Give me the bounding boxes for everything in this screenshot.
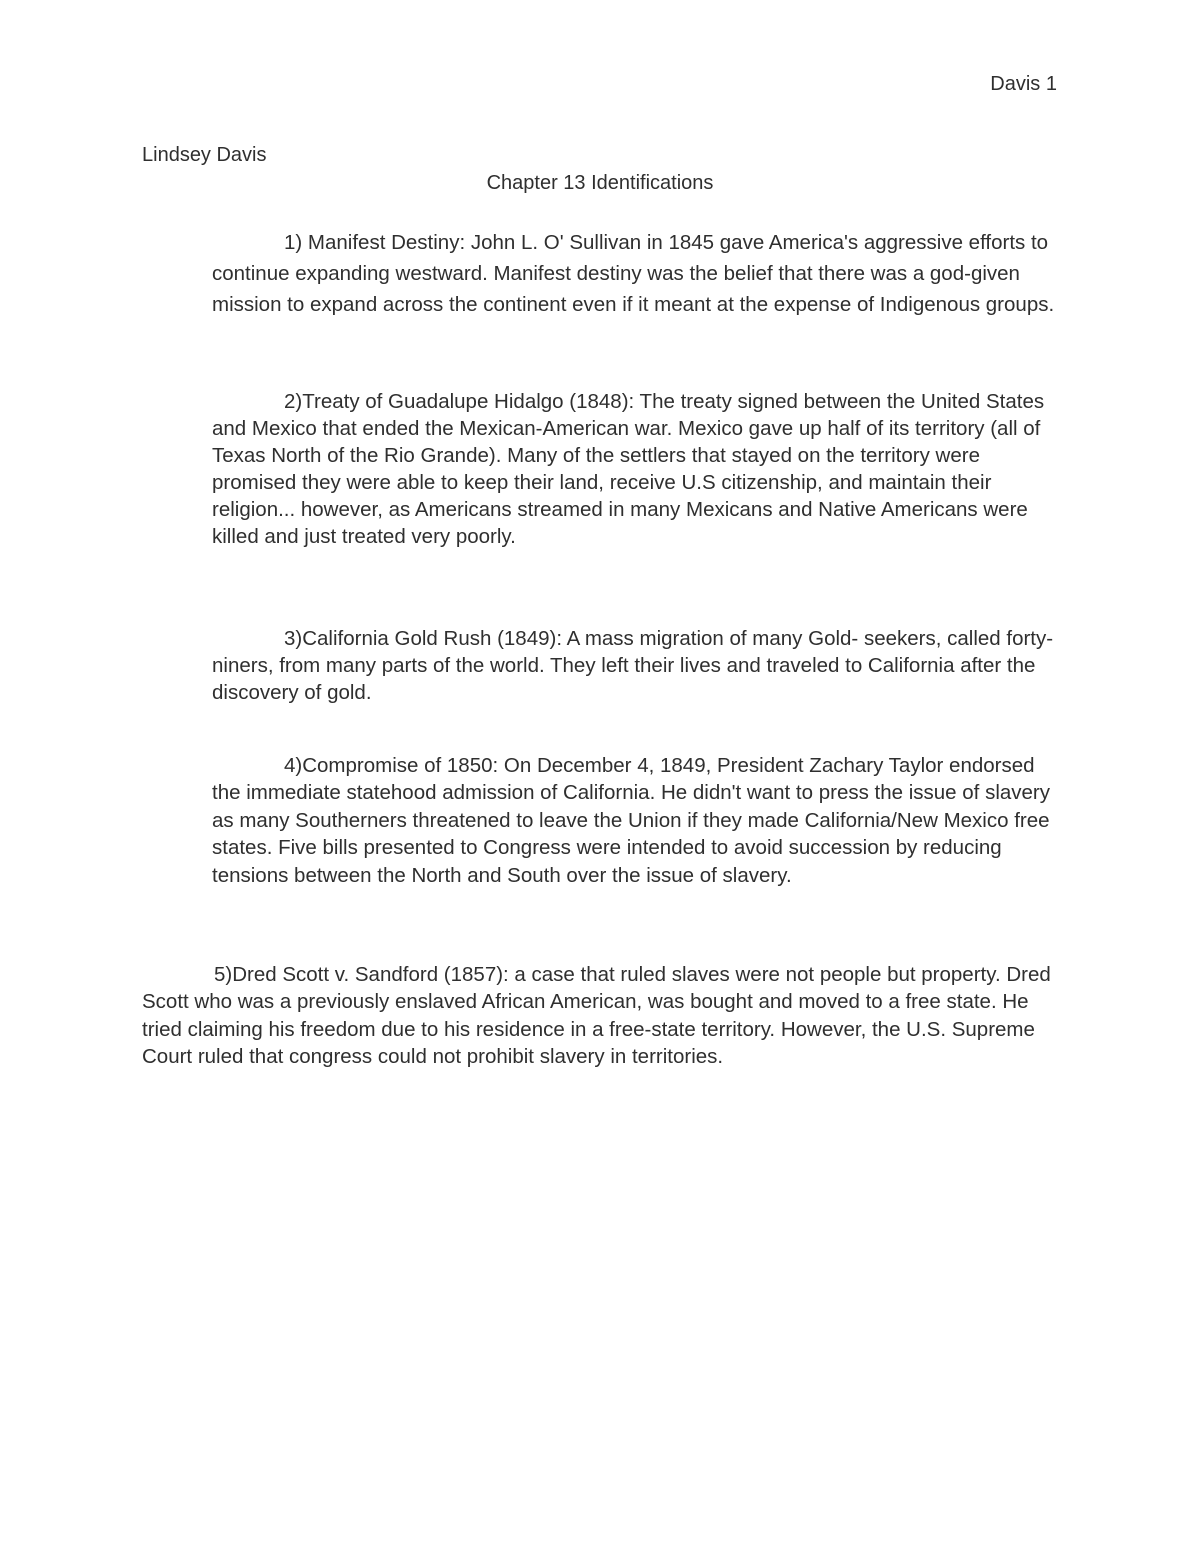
page-header-label: Davis 1 — [990, 73, 1057, 95]
entry-treaty-guadalupe-hidalgo: 2)Treaty of Guadalupe Hidalgo (1848): The treaty signed between the United States and Mexico that ended the Mexican-American war. Mexico gave up half of its territory (all of Texas North of the Rio Grande). Many of the settlers that stayed on the territory were promised they were able to keep their land, receive U.S citizenship, and maintain their religion... however, as Americans streamed in many Mexicans and Native Americans were killed and just treated very poorly. — [212, 390, 1045, 548]
author-name: Lindsey Davis — [142, 144, 267, 166]
entry-manifest-destiny: 1) Manifest Destiny: John L. O' Sullivan in 1845 gave America's aggressive efforts to continue expanding westward. Manifest destiny was the belief that there was a god-given mission to expand across the continent even if it meant at the expense of Indigenous groups. — [212, 231, 1055, 316]
entry-compromise-of-1850: 4)Compromise of 1850: On December 4, 1849, President Zachary Taylor endorsed the immediate statehood admission of California. He didn't want to press the issue of slavery as many Southerners threatened to leave the Union if they made California/New Mexico free states. Five bills presented to Congress were intended to avoid succession by reducing tensions between the North and South over the issue of slavery. — [212, 754, 1051, 887]
entry-dred-scott: 5)Dred Scott v. Sandford (1857): a case that ruled slaves were not people but property. Dred Scott who was a previously enslaved African American, was bought and moved to a free state. He tried claiming his freedom due to his residence in a free-state territory. However, the U.S. Supreme Court ruled that congress could not prohibit slavery in territories. — [142, 963, 1051, 1069]
document-title: Chapter 13 Identifications — [486, 172, 714, 194]
entry-california-gold-rush: 3)California Gold Rush (1849): A mass migration of many Gold- seekers, called forty-niners, from many parts of the world. They left their lives and traveled to California after the discovery of gold. — [212, 627, 1054, 704]
